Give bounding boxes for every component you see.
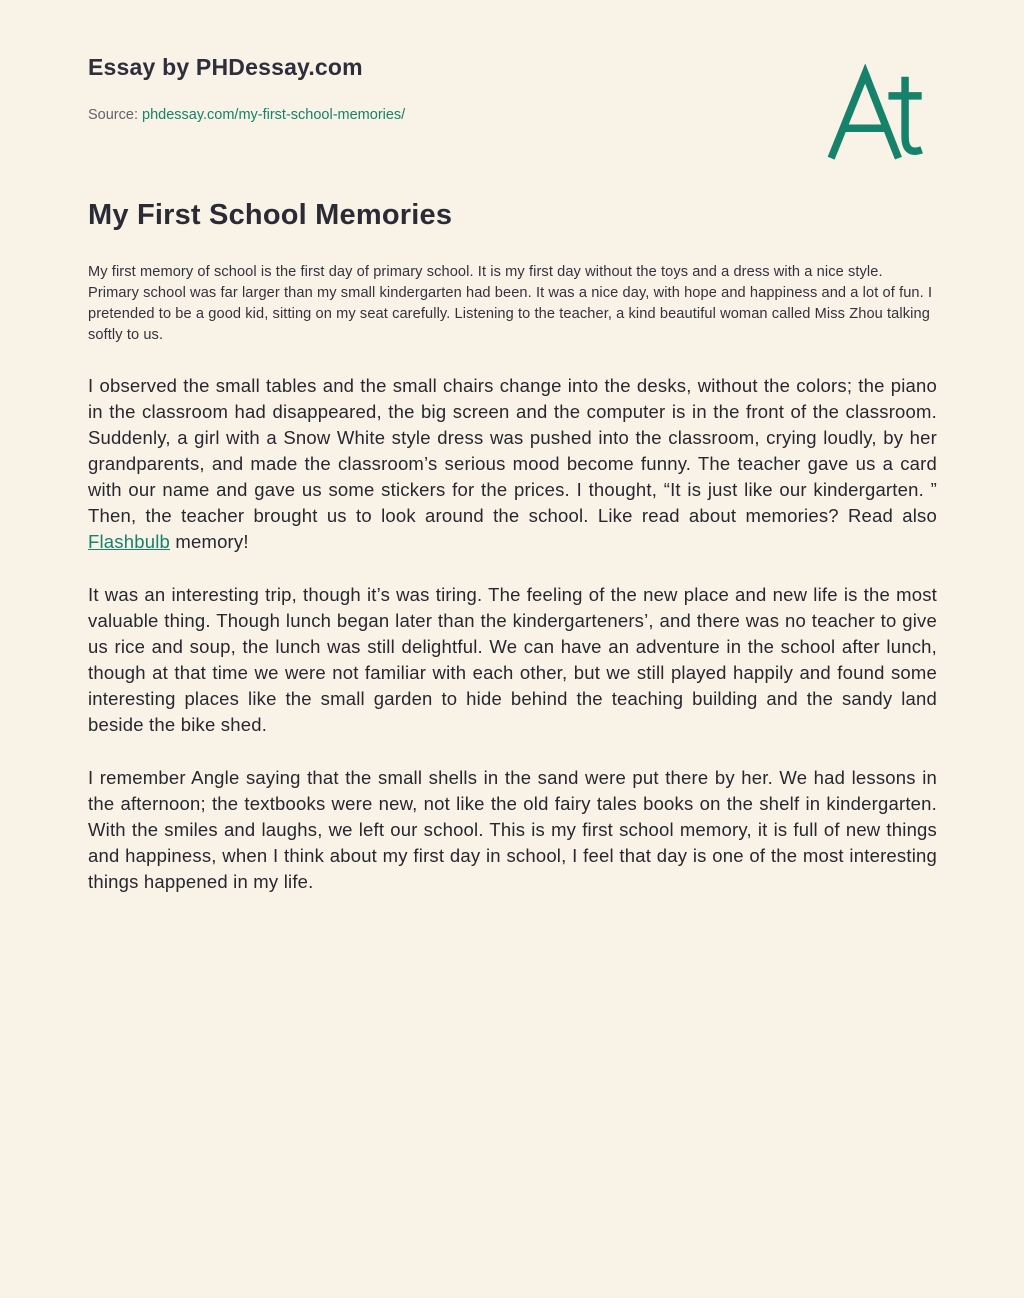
phdessay-logo-icon: [827, 64, 925, 166]
source-label: Source:: [88, 107, 142, 123]
logo-a-strokes: [831, 73, 898, 158]
source-line: [88, 107, 937, 123]
header-title: Essay by PHDessay.com: [88, 54, 363, 80]
flashbulb-link[interactable]: Flashbulb: [88, 531, 171, 552]
essay-title: My First School Memories: [88, 199, 453, 231]
paragraph-1-text-before: I observed the small tables and the small chairs change into the desks, without the colors; the piano in the classroom had disappeared, the big screen and the computer is in the front of the classroom. Suddenly, a girl with a Snow White style dress was pushed into the classroom, crying loudly, by her grandparents, and made the classroom’s serious mood become funny. The teacher gave us a card with our name and gave us some stickers for the prices. I thought, “It is just like our kindergarten. ” Then, the teacher brought us to look around the school. Like read about memories? Read also: [88, 375, 937, 526]
body-paragraph-2: It was an interesting trip, though it’s was tiring. The feeling of the new place and new life is the most valuable thing. Though lunch began later than the kindergarteners’, and there was no teacher to give us rice and soup, the lunch was still delightful. We can have an adventure in the school after lunch, though at that time we were not familiar with each other, but we still played happily and found some interesting places like the small garden to hide behind the teaching building and the sandy land beside the bike shed.: [88, 584, 937, 735]
logo-plus-vertical: [905, 77, 922, 151]
body-paragraph-3: I remember Angle saying that the small shells in the sand were put there by her. We had lessons in the afternoon; the textbooks were new, not like the old fairy tales books on the shelf in kindergarten. With the smiles and laughs, we left our school. This is my first school memory, it is full of new things and happiness, when I think about my first day in school, I feel that day is one of the most interesting things happened in my life.: [88, 767, 937, 892]
page-header: [88, 54, 937, 123]
paragraph-1-text-after: memory!: [170, 531, 249, 552]
essay-content: [88, 199, 937, 895]
source-link[interactable]: phdessay.com/my-first-school-memories/: [142, 107, 406, 123]
lead-paragraph: My first memory of school is the first day of primary school. It is my first day without the toys and a dress with a nice style. Primary school was far larger than my small kindergarten had been. It was a nice day, with hope and happiness and a lot of fun. I pretended to be a good kid, sitting on my seat carefully. Listening to the teacher, a kind beautiful woman called Miss Zhou talking softly to us.: [88, 264, 933, 343]
body-paragraph-1: [88, 373, 937, 555]
